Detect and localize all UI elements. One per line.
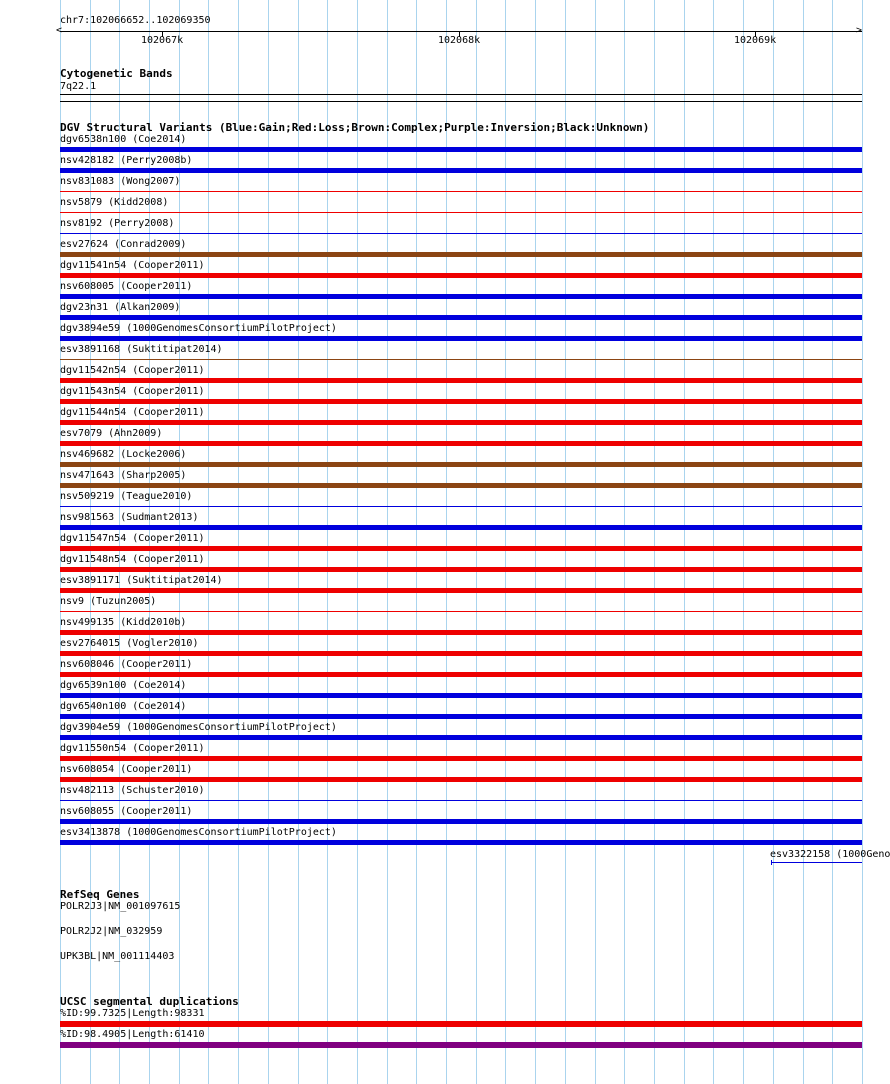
ruler-tick-label: 102069k [734, 35, 777, 46]
dgv-variant-bar[interactable] [60, 800, 862, 801]
dgv-variant-bar[interactable] [60, 359, 862, 360]
dgv-variant-bar[interactable] [60, 651, 862, 656]
dgv-variant-label[interactable]: nsv608055 (Cooper2011) [60, 806, 193, 817]
ruler-right-arrow: > [856, 25, 863, 36]
dgv-variant-bar[interactable] [60, 378, 862, 383]
dgv-variant-bar[interactable] [60, 252, 862, 257]
dgv-variant-label[interactable]: esv3891168 (Suktitipat2014) [60, 344, 223, 355]
dgv-variant-bar[interactable] [60, 693, 862, 698]
dgv-variant-label[interactable]: nsv608046 (Cooper2011) [60, 659, 193, 670]
dgv-variant-bar[interactable] [60, 840, 862, 845]
dgv-variant-label[interactable]: nsv9 (Tuzun2005) [60, 596, 157, 607]
segdup-bar[interactable] [60, 1021, 862, 1027]
ruler-axis [60, 31, 862, 32]
dgv-variant-label[interactable]: dgv6540n100 (Coe2014) [60, 701, 187, 712]
dgv-variant-label[interactable]: nsv981563 (Sudmant2013) [60, 512, 199, 523]
dgv-variant-bar[interactable] [60, 147, 862, 152]
dgv-variant-label[interactable]: dgv6539n100 (Coe2014) [60, 680, 187, 691]
gene-label-polr2j3[interactable]: POLR2J3|NM_001097615 [60, 901, 181, 912]
dgv-variant-bar[interactable] [60, 441, 862, 446]
dgv-variant-label[interactable]: dgv11543n54 (Cooper2011) [60, 386, 205, 397]
dgv-variant-label[interactable]: nsv509219 (Teague2010) [60, 491, 193, 502]
refseq-track-title[interactable]: RefSeq Genes [60, 888, 140, 901]
dgv-variant-label[interactable]: dgv23n31 (Alkan2009) [60, 302, 181, 313]
cytoband-line [60, 101, 862, 102]
dgv-variant-bar[interactable] [60, 777, 862, 782]
dgv-variant-bar[interactable] [60, 399, 862, 404]
ruler-tick-label: 102068k [438, 35, 481, 46]
ruler-tick-label: 102067k [141, 35, 184, 46]
segdup-label[interactable]: %ID:98.4905|Length:61410 [60, 1029, 205, 1040]
dgv-variant-label[interactable]: dgv3894e59 (1000GenomesConsortiumPilotProject) [60, 323, 337, 334]
dgv-extra-bar[interactable] [771, 862, 862, 863]
dgv-variant-bar[interactable] [60, 336, 862, 341]
segdup-track-title[interactable]: UCSC segmental duplications [60, 995, 239, 1008]
dgv-variant-label[interactable]: nsv499135 (Kidd2010b) [60, 617, 187, 628]
gene-label-upk3bl[interactable]: UPK3BL|NM_001114403 [60, 951, 175, 962]
dgv-variant-label[interactable]: dgv11550n54 (Cooper2011) [60, 743, 205, 754]
dgv-variant-bar[interactable] [60, 506, 862, 507]
dgv-variant-bar[interactable] [60, 168, 862, 173]
cytoband-track-title[interactable]: Cytogenetic Bands [60, 67, 173, 80]
refseq-gene-models[interactable] [0, 900, 890, 980]
dgv-variant-bar[interactable] [60, 294, 862, 299]
gene-label-polr2j2[interactable]: POLR2J2|NM_032959 [60, 926, 163, 937]
cytoband-line [60, 94, 862, 95]
segdup-bar[interactable] [60, 1042, 862, 1048]
dgv-variant-bar[interactable] [60, 233, 862, 234]
dgv-variant-label[interactable]: dgv3904e59 (1000GenomesConsortiumPilotProject) [60, 722, 337, 733]
dgv-variant-label[interactable]: dgv11542n54 (Cooper2011) [60, 365, 205, 376]
dgv-variant-bar[interactable] [60, 819, 862, 824]
dgv-variant-bar[interactable] [60, 315, 862, 320]
dgv-variant-bar[interactable] [60, 546, 862, 551]
dgv-variant-bar[interactable] [60, 420, 862, 425]
dgv-variant-label[interactable]: nsv428182 (Perry2008b) [60, 155, 193, 166]
dgv-extra-label[interactable]: esv3322158 (1000Geno [770, 849, 890, 860]
dgv-variant-label[interactable]: nsv482113 (Schuster2010) [60, 785, 205, 796]
dgv-variant-label[interactable]: esv7079 (Ahn2009) [60, 428, 163, 439]
dgv-variant-label[interactable]: dgv11541n54 (Cooper2011) [60, 260, 205, 271]
dgv-variant-label[interactable]: dgv11544n54 (Cooper2011) [60, 407, 205, 418]
ruler-region: chr7:102066652..102069350 [60, 15, 211, 26]
dgv-variant-bar[interactable] [60, 672, 862, 677]
dgv-variant-bar[interactable] [60, 525, 862, 530]
dgv-variant-label[interactable]: esv2764015 (Vogler2010) [60, 638, 199, 649]
cytoband-label[interactable]: 7q22.1 [60, 81, 97, 92]
dgv-variant-label[interactable]: nsv5879 (Kidd2008) [60, 197, 169, 208]
dgv-variant-label[interactable]: esv3413878 (1000GenomesConsortiumPilotProject) [60, 827, 337, 838]
dgv-variant-label[interactable]: dgv6538n100 (Coe2014) [60, 134, 187, 145]
dgv-variant-bar[interactable] [60, 588, 862, 593]
dgv-variant-bar[interactable] [60, 611, 862, 612]
dgv-variant-label[interactable]: nsv831083 (Wong2007) [60, 176, 181, 187]
dgv-variant-bar[interactable] [60, 462, 862, 467]
segdup-label[interactable]: %ID:99.7325|Length:98331 [60, 1008, 205, 1019]
dgv-variant-label[interactable]: nsv8192 (Perry2008) [60, 218, 175, 229]
dgv-variant-label[interactable]: nsv471643 (Sharp2005) [60, 470, 187, 481]
dgv-variant-bar[interactable] [60, 567, 862, 572]
dgv-variant-bar[interactable] [60, 191, 862, 192]
dgv-variant-bar[interactable] [60, 212, 862, 213]
dgv-variant-label[interactable]: dgv11547n54 (Cooper2011) [60, 533, 205, 544]
dgv-variant-label[interactable]: nsv469682 (Locke2006) [60, 449, 187, 460]
dgv-variant-label[interactable]: nsv608005 (Cooper2011) [60, 281, 193, 292]
dgv-track-title[interactable]: DGV Structural Variants (Blue:Gain;Red:Loss;Brown:Complex;Purple:Inversion;Black:Unknown) [60, 121, 650, 134]
ruler-left-arrow: < [56, 25, 63, 36]
dgv-variant-label[interactable]: esv3891171 (Suktitipat2014) [60, 575, 223, 586]
dgv-variant-bar[interactable] [60, 630, 862, 635]
dgv-variant-label[interactable]: dgv11548n54 (Cooper2011) [60, 554, 205, 565]
dgv-variant-bar[interactable] [60, 735, 862, 740]
dgv-variant-bar[interactable] [60, 756, 862, 761]
dgv-extra-bar-start [771, 860, 772, 865]
dgv-variant-label[interactable]: nsv608054 (Cooper2011) [60, 764, 193, 775]
dgv-variant-bar[interactable] [60, 273, 862, 278]
dgv-variant-bar[interactable] [60, 483, 862, 488]
dgv-variant-label[interactable]: esv27624 (Conrad2009) [60, 239, 187, 250]
dgv-variant-bar[interactable] [60, 714, 862, 719]
